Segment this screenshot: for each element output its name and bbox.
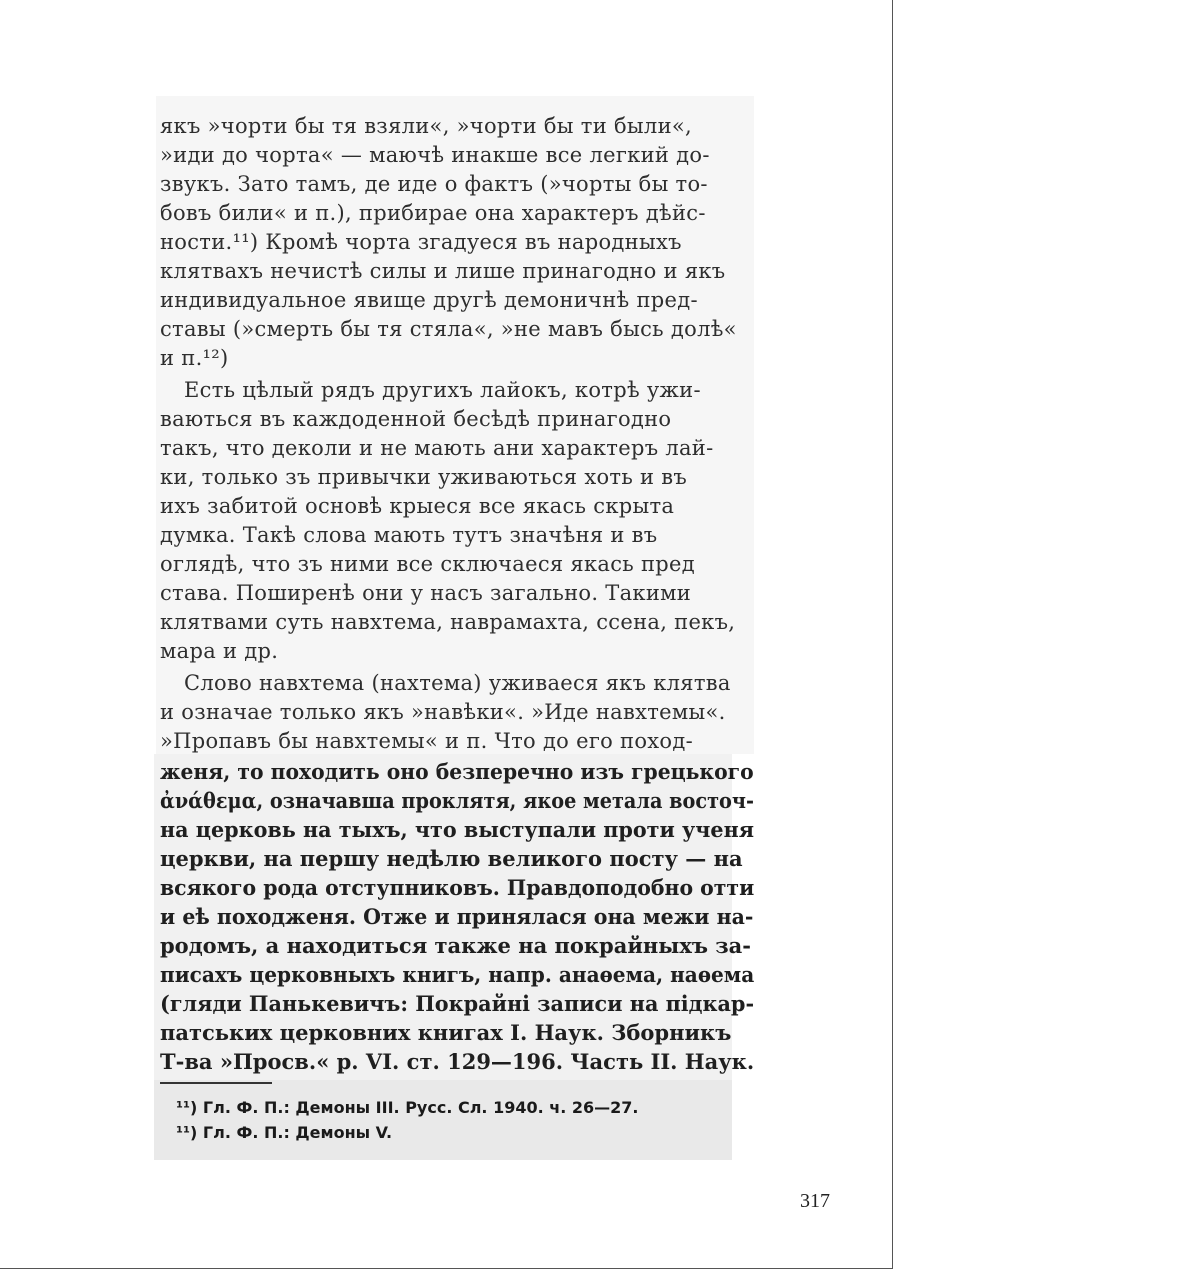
text-line: и п.¹²): [160, 346, 229, 370]
text-line: става. Поширенѣ они у насъ загально. Такими: [160, 581, 692, 605]
text-line: »Пропавъ бы навхтемы« и п. Что до его поход-: [160, 729, 693, 753]
text-line: патських церковних книгах I. Наук. Зборникъ: [160, 1020, 732, 1045]
text-line: (гляди Панькевичъ: Покрайні записи на підкар-: [160, 991, 755, 1016]
text-line: и еѣ походженя. Отже и принялася она межи на-: [160, 904, 754, 929]
text-line: и означае только якъ »навѣки«. »Иде навхтемы«.: [160, 700, 726, 724]
text-line: мара и др.: [160, 639, 279, 663]
text-line: на церковь на тыхъ, что выступали проти ученя: [160, 817, 755, 842]
text-line: ставы (»смерть бы тя стяла«, »не мавъ бысь долѣ«: [160, 317, 737, 341]
text-line: писахъ церковныхъ книгъ, напр. анаѳема, наѳема: [160, 962, 755, 987]
text-line: звукъ. Зато тамъ, де иде о фактъ (»чорты бы то-: [160, 172, 708, 196]
footnote-area: [154, 1080, 732, 1160]
text-line: Т-ва »Просв.« р. VI. ст. 129—196. Часть II. Наук.: [160, 1049, 755, 1074]
footnote: ¹¹) Гл. Ф. П.: Демоны III. Русс. Сл. 1940. ч. 26—27.: [176, 1098, 639, 1117]
footnote: ¹¹) Гл. Ф. П.: Демоны V.: [176, 1123, 393, 1142]
text-line: ваються въ каждоденной бесѣдѣ принагодно: [160, 407, 672, 431]
text-line: якъ »чорти бы тя взяли«, »чорти бы ти были«,: [160, 114, 692, 138]
text-line: бовъ били« и п.), прибирае она характеръ дѣйс-: [160, 201, 706, 225]
text-line: церкви, на першу недѣлю великого посту — на: [160, 846, 743, 871]
text-line: думка. Такѣ слова мають тутъ значѣня и въ: [160, 523, 658, 547]
text-line: Слово навхтема (нахтема) уживаеся якъ клятва: [184, 671, 731, 695]
text-line: клятвахъ нечистѣ силы и лише принагодно и якъ: [160, 259, 726, 283]
footnote-separator: [160, 1082, 272, 1084]
page-number: 317: [800, 1190, 830, 1212]
text-line: женя, то походить оно безперечно изъ грецького: [160, 759, 754, 784]
text-line: клятвами суть навхтема, наврамахта, ссена, пекъ,: [160, 610, 736, 634]
text-line: индивидуальное явище другѣ демоничнѣ пред-: [160, 288, 698, 312]
text-line: ихъ забитой основѣ крыеся все якась скрыта: [160, 494, 675, 518]
text-line: ки, только зъ привычки уживаються хоть и въ: [160, 465, 688, 489]
text-line: оглядѣ, что зъ ними все сключаеся якась пред: [160, 552, 695, 576]
text-line: ἀνάθεμα, означавша проклятя, якое метала восточ-: [160, 788, 754, 813]
text-line: ности.¹¹) Кромѣ чорта згадуеся въ народныхъ: [160, 230, 682, 254]
text-line: родомъ, а находиться также на покрайныхъ за-: [160, 933, 751, 958]
text-line: всякого рода отступниковъ. Правдоподобно отти: [160, 875, 755, 900]
text-line: »иди до чорта« — маючѣ инакше все легкий до-: [160, 143, 710, 167]
text-line: Есть цѣлый рядъ другихъ лайокъ, котрѣ ужи-: [184, 378, 701, 402]
text-line: такъ, что деколи и не мають ани характеръ лай-: [160, 436, 714, 460]
